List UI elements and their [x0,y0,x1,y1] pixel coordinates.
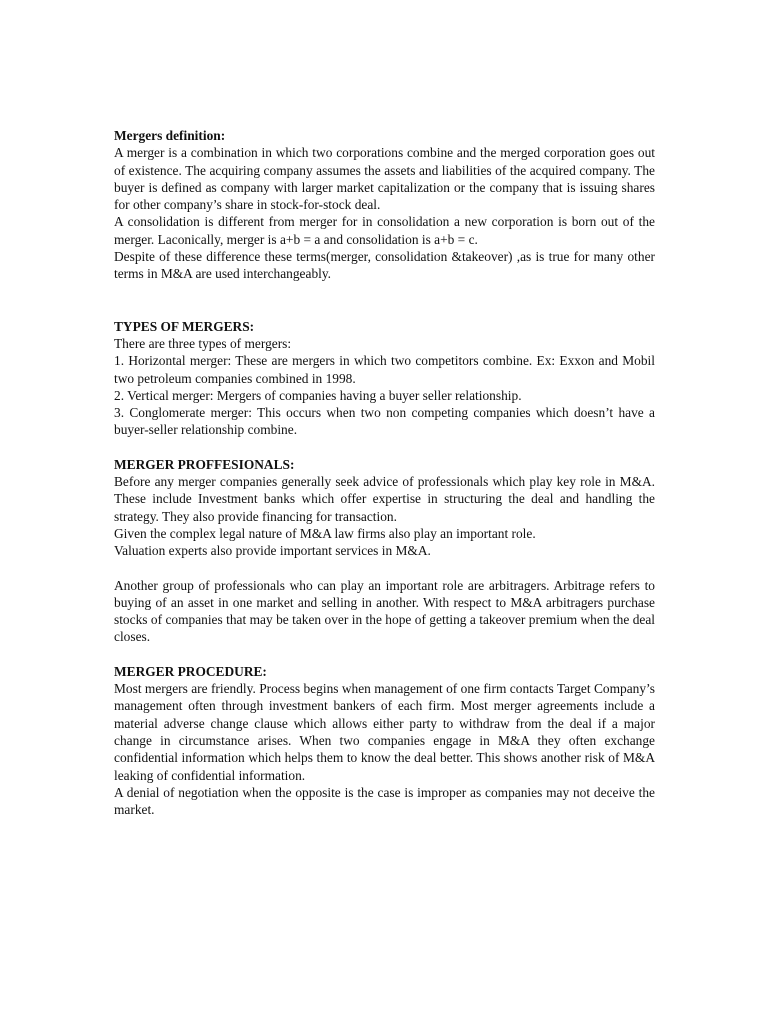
section-procedure [114,663,655,819]
spacer [114,439,655,456]
paragraph: A denial of negotiation when the opposite is the case is improper as companies may not deceive the market. [114,784,655,818]
spacer [114,646,655,663]
paragraph: Despite of these difference these terms(merger, consolidation &takeover) ,as is true for many other terms in M&A are used interchangeably. [114,249,655,282]
section-definition [114,127,655,283]
spacer [114,560,655,577]
spacer [114,283,655,318]
paragraph: A consolidation is different from merger for in consolidation a new corporation is born out of the merger. Laconically, merger is a+b = a and consolidation is a+b = c. [114,214,655,247]
paragraph: 1. Horizontal merger: These are mergers in which two competitors combine. Ex: Exxon and Mobil two petroleum companies combined in 1998. [114,353,655,386]
paragraph: Given the complex legal nature of M&A law firms also play an important role. [114,525,536,541]
paragraph: Valuation experts also provide important services in M&A. [114,543,431,559]
paragraph: A merger is a combination in which two corporations combine and the merged corporation goes out of existence. The acquiring company assumes the assets and liabilities of the acquired company. The buyer is defined as company with larger market capitalization or the company that is issuing shares for other company’s share in stock-for-stock deal. [114,145,655,213]
section-heading: MERGER PROFFESIONALS: [114,456,295,472]
section-types [114,318,655,439]
paragraph: Another group of professionals who can play an important role are arbitragers. Arbitrage refers to buying of an asset in one market and selling in another. With respect to M&A arbitragers purchase stocks of companies that may be taken over in the hope of getting a takeover premium when the deal closes. [114,577,655,645]
paragraph: 2. Vertical merger: Mergers of companies having a buyer seller relationship. [114,387,522,403]
paragraph: 3. Conglomerate merger: This occurs when two non competing companies which doesn’t have a buyer-seller relationship combine. [114,405,655,438]
section-heading: Mergers definition: [114,128,226,143]
section-heading: MERGER PROCEDURE: [114,663,267,679]
section-professionals [114,456,655,646]
paragraph: There are three types of mergers: [114,335,292,351]
section-heading: TYPES OF MERGERS: [114,318,255,334]
document-body [114,127,655,818]
paragraph: Most mergers are friendly. Process begins when management of one firm contacts Target Company’s management often through investment bankers of each firm. Most merger agreements include a material adverse change clause which allows either party to withdraw from the deal if a major change in circumstance arises. When two companies engage in M&A they often exchange confidential information which helps them to know the deal better. This shows another risk of M&A leaking of confidential information. [114,681,655,783]
paragraph: Before any merger companies generally seek advice of professionals which play key role in M&A. These include Investment banks which offer expertise in structuring the deal and handling the strategy. They also provide financing for transaction. [114,474,655,524]
